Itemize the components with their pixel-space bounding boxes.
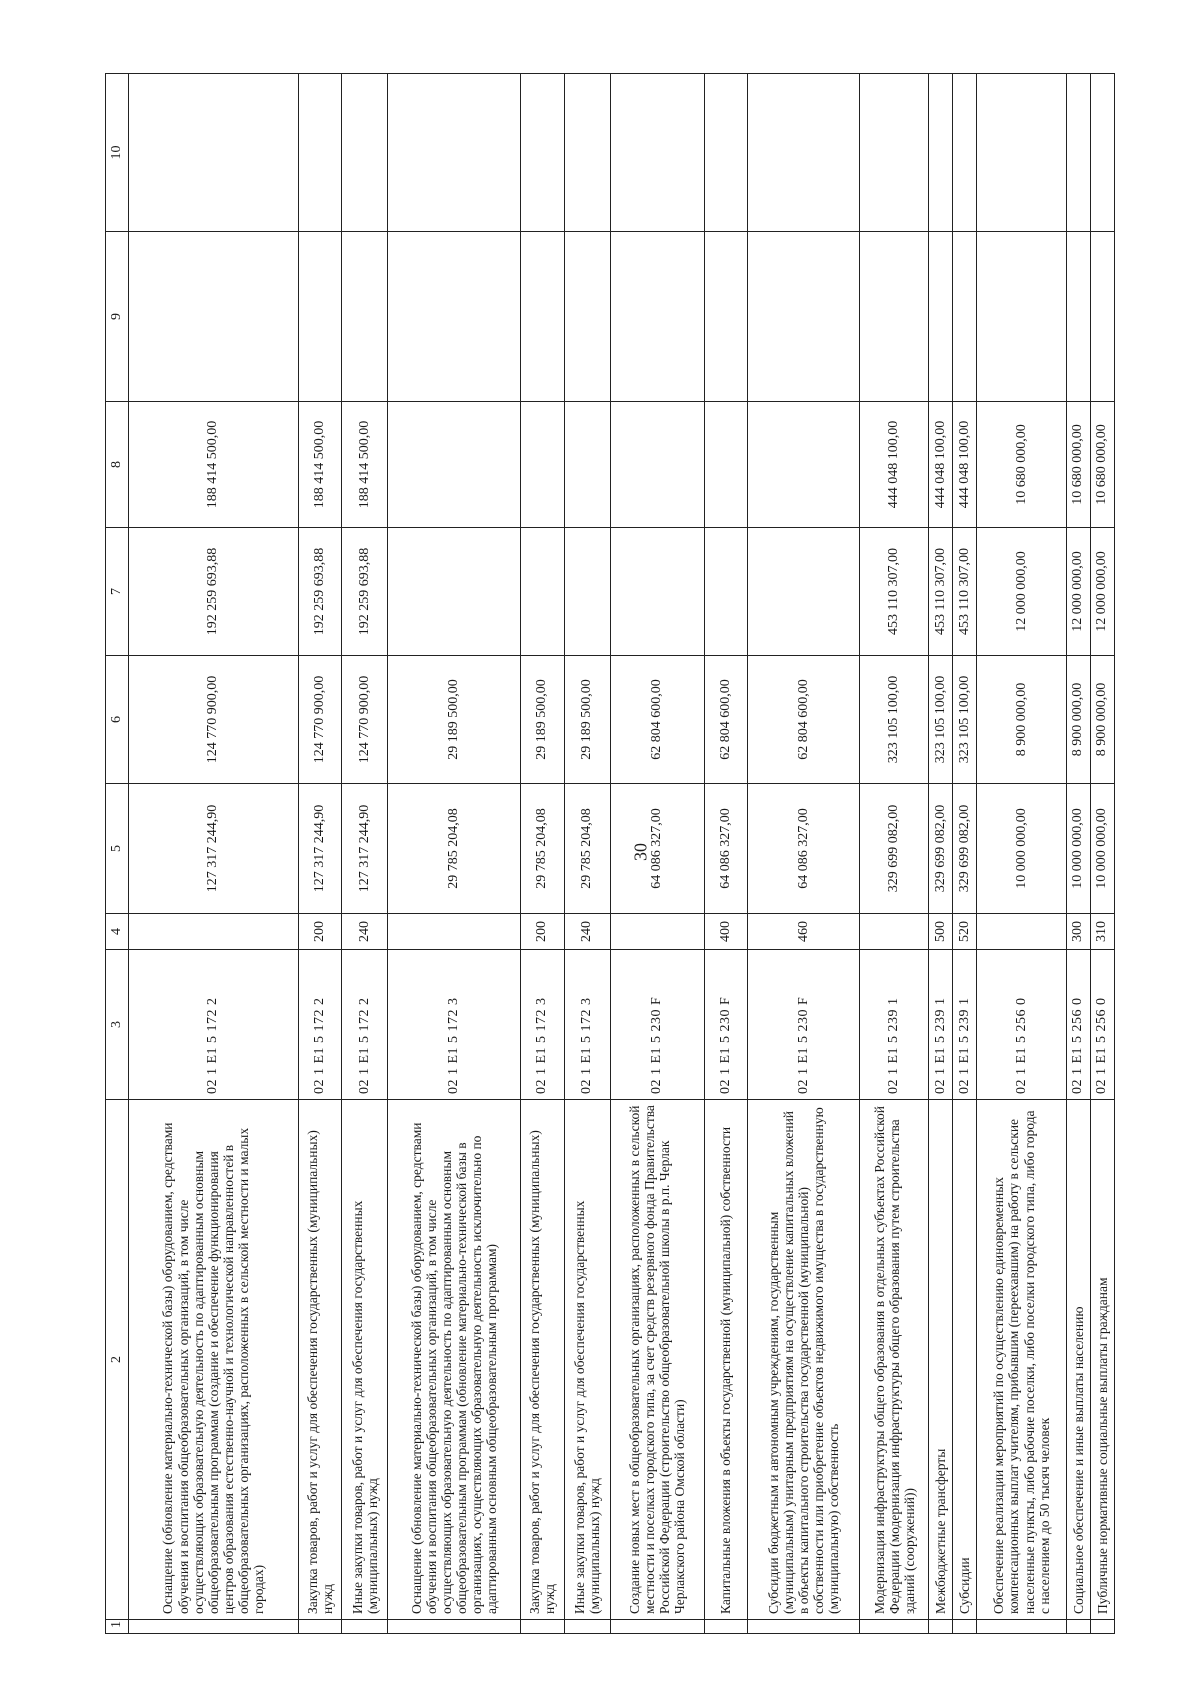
- row-expense-type: 400: [704, 914, 748, 950]
- row-value-5: 10 000 000,00: [977, 784, 1066, 914]
- table-row: [1066, 74, 1090, 1634]
- table-row: [953, 74, 977, 1634]
- col-header-9: 9: [106, 232, 129, 402]
- row-value-10: [298, 74, 342, 232]
- row-value-9: [748, 232, 860, 402]
- row-value-10: [342, 74, 388, 232]
- row-value-10: [1066, 74, 1090, 232]
- row-value-5: 29 785 204,08: [521, 784, 565, 914]
- row-value-6: 29 189 500,00: [564, 656, 610, 784]
- page-number: 30: [630, 843, 651, 861]
- row-name: Оснащение (обновление материально-технической базы) оборудованием, средствами обучения и воспитания общеобразовательных организаций, в том числе осуществляющих образовательную деятельность по адаптированным основным общеобразовательным программам (создание и обеспечение функционирования центров образования естественно-научной и технологической направленностей в общеобразовательных организациях, расположенных в сельской местности и малых городах): [129, 1100, 299, 1620]
- row-value-7: [704, 528, 748, 656]
- row-value-6: 323 105 100,00: [860, 656, 929, 784]
- row-value-7: [564, 528, 610, 656]
- row-value-5: 64 086 327,00: [748, 784, 860, 914]
- row-value-8: 188 414 500,00: [342, 402, 388, 528]
- row-value-10: [129, 74, 299, 232]
- row-name: Социальное обеспечение и иные выплаты населению: [1066, 1100, 1090, 1620]
- row-name: Субсидии бюджетным и автономным учреждениям, государственным (муниципальным) унитарным предприятиям на осуществление капитальных вложений в объекты капитального строительства государственной (муниципальной) собственности или приобретение объектов недвижимого имущества в государственную (муниципальную) собственность: [748, 1100, 860, 1620]
- row-value-8: [748, 402, 860, 528]
- col-header-10: 10: [106, 74, 129, 232]
- row-value-9: [564, 232, 610, 402]
- row-name: Публичные нормативные социальные выплаты гражданам: [1090, 1100, 1114, 1620]
- row-name: Закупка товаров, работ и услуг для обеспечения государственных (муниципальных) нужд: [521, 1100, 565, 1620]
- table-row: [342, 74, 388, 1634]
- row-value-9: [860, 232, 929, 402]
- row-expense-type: 200: [298, 914, 342, 950]
- row-value-6: 8 900 000,00: [977, 656, 1066, 784]
- row-value-6: 62 804 600,00: [610, 656, 704, 784]
- row-code: 02 1 E1 5 239 1: [860, 950, 929, 1100]
- row-value-8: [564, 402, 610, 528]
- row-value-10: [977, 74, 1066, 232]
- row-name: Субсидии: [953, 1100, 977, 1620]
- row-value-9: [298, 232, 342, 402]
- row-value-8: 444 048 100,00: [953, 402, 977, 528]
- row-value-9: [129, 232, 299, 402]
- row-value-5: 10 000 000,00: [1066, 784, 1090, 914]
- row-value-8: 10 680 000,00: [1090, 402, 1114, 528]
- row-value-9: [704, 232, 748, 402]
- row-value-9: [521, 232, 565, 402]
- row-value-6: 124 770 900,00: [298, 656, 342, 784]
- row-expense-type: 240: [564, 914, 610, 950]
- row-code: 02 1 E1 5 239 1: [929, 950, 953, 1100]
- row-name: Создание новых мест в общеобразовательных организациях, расположенных в сельской местности и поселках городского типа, за счет средств резервного фонда Правительства Российской Федерации (строительство общеобразовательной школы в р.п. Черлак Черлакского района Омской области): [610, 1100, 704, 1620]
- row-value-5: 127 317 244,90: [129, 784, 299, 914]
- table-row: [748, 74, 860, 1634]
- row-index-cell: [953, 1620, 977, 1634]
- row-value-8: 10 680 000,00: [977, 402, 1066, 528]
- row-value-10: [521, 74, 565, 232]
- row-index-cell: [129, 1620, 299, 1634]
- row-expense-type: [977, 914, 1066, 950]
- row-value-7: [521, 528, 565, 656]
- row-value-6: 124 770 900,00: [129, 656, 299, 784]
- table-row: [564, 74, 610, 1634]
- row-value-8: [388, 402, 521, 528]
- row-index-cell: [1090, 1620, 1114, 1634]
- row-value-8: 188 414 500,00: [129, 402, 299, 528]
- row-value-6: 8 900 000,00: [1090, 656, 1114, 784]
- column-number-row: [106, 74, 129, 1634]
- row-index-cell: [704, 1620, 748, 1634]
- row-value-7: 192 259 693,88: [129, 528, 299, 656]
- row-code: 02 1 E1 5 172 2: [342, 950, 388, 1100]
- row-value-8: 444 048 100,00: [860, 402, 929, 528]
- row-value-9: [388, 232, 521, 402]
- row-name: Обеспечение реализации мероприятий по осуществлению единовременных компенсационных выплат учителям, прибывшим (переехавшим) на работу в сельские населенные пункты, либо рабочие поселки, либо поселки городского типа, либо города с населением до 50 тысяч человек: [977, 1100, 1066, 1620]
- row-value-7: 12 000 000,00: [977, 528, 1066, 656]
- row-value-8: [521, 402, 565, 528]
- row-index-cell: [977, 1620, 1066, 1634]
- row-expense-type: [610, 914, 704, 950]
- row-value-6: 323 105 100,00: [953, 656, 977, 784]
- row-name: Иные закупки товаров, работ и услуг для обеспечения государственных (муниципальных) нужд: [564, 1100, 610, 1620]
- row-code: 02 1 E1 5 172 3: [388, 950, 521, 1100]
- table-row: [610, 74, 704, 1634]
- row-name: Закупка товаров, работ и услуг для обеспечения государственных (муниципальных) нужд: [298, 1100, 342, 1620]
- row-code: 02 1 E1 5 230 F: [704, 950, 748, 1100]
- row-value-6: 124 770 900,00: [342, 656, 388, 784]
- row-code: 02 1 E1 5 230 F: [610, 950, 704, 1100]
- row-value-5: 329 699 082,00: [929, 784, 953, 914]
- row-index-cell: [748, 1620, 860, 1634]
- row-value-8: 444 048 100,00: [929, 402, 953, 528]
- row-value-9: [610, 232, 704, 402]
- row-value-7: 192 259 693,88: [342, 528, 388, 656]
- row-value-5: 29 785 204,08: [564, 784, 610, 914]
- row-value-9: [953, 232, 977, 402]
- table-row: [929, 74, 953, 1634]
- row-value-7: 453 110 307,00: [860, 528, 929, 656]
- row-expense-type: 200: [521, 914, 565, 950]
- row-value-8: [610, 402, 704, 528]
- row-index-cell: [860, 1620, 929, 1634]
- row-value-6: 29 189 500,00: [521, 656, 565, 784]
- row-value-7: [610, 528, 704, 656]
- row-code: 02 1 E1 5 239 1: [953, 950, 977, 1100]
- row-index-cell: [521, 1620, 565, 1634]
- row-value-7: 453 110 307,00: [929, 528, 953, 656]
- row-expense-type: [860, 914, 929, 950]
- col-header-7: 7: [106, 528, 129, 656]
- row-value-5: 329 699 082,00: [860, 784, 929, 914]
- row-expense-type: 460: [748, 914, 860, 950]
- row-expense-type: 240: [342, 914, 388, 950]
- row-code: 02 1 E1 5 172 3: [564, 950, 610, 1100]
- row-code: 02 1 E1 5 256 0: [1066, 950, 1090, 1100]
- row-code: 02 1 E1 5 172 2: [298, 950, 342, 1100]
- row-value-5: 127 317 244,90: [342, 784, 388, 914]
- row-value-5: 64 086 327,00: [610, 784, 704, 914]
- table-row: [704, 74, 748, 1634]
- row-value-10: [564, 74, 610, 232]
- row-value-8: 10 680 000,00: [1066, 402, 1090, 528]
- row-value-10: [953, 74, 977, 232]
- row-index-cell: [564, 1620, 610, 1634]
- row-value-6: 8 900 000,00: [1066, 656, 1090, 784]
- row-name: Иные закупки товаров, работ и услуг для обеспечения государственных (муниципальных) нужд: [342, 1100, 388, 1620]
- row-value-7: 192 259 693,88: [298, 528, 342, 656]
- row-value-6: 62 804 600,00: [748, 656, 860, 784]
- col-header-6: 6: [106, 656, 129, 784]
- col-header-2: 2: [106, 1100, 129, 1620]
- row-value-9: [929, 232, 953, 402]
- row-code: 02 1 E1 5 256 0: [977, 950, 1066, 1100]
- col-header-8: 8: [106, 402, 129, 528]
- row-code: 02 1 E1 5 172 2: [129, 950, 299, 1100]
- col-header-1: 1: [106, 1620, 129, 1634]
- row-value-7: 12 000 000,00: [1066, 528, 1090, 656]
- row-value-9: [977, 232, 1066, 402]
- table-row: [521, 74, 565, 1634]
- row-expense-type: [129, 914, 299, 950]
- row-name: Капитальные вложения в объекты государственной (муниципальной) собственности: [704, 1100, 748, 1620]
- budget-table-frame: [105, 74, 1115, 1634]
- row-value-10: [929, 74, 953, 232]
- row-value-10: [610, 74, 704, 232]
- row-index-cell: [388, 1620, 521, 1634]
- row-expense-type: 300: [1066, 914, 1090, 950]
- col-header-5: 5: [106, 784, 129, 914]
- row-value-5: 29 785 204,08: [388, 784, 521, 914]
- table-row: [1090, 74, 1114, 1634]
- row-value-7: 12 000 000,00: [1090, 528, 1114, 656]
- row-index-cell: [610, 1620, 704, 1634]
- row-code: 02 1 E1 5 172 3: [521, 950, 565, 1100]
- row-value-7: 453 110 307,00: [953, 528, 977, 656]
- row-value-5: 329 699 082,00: [953, 784, 977, 914]
- row-value-5: 64 086 327,00: [704, 784, 748, 914]
- row-value-7: [748, 528, 860, 656]
- col-header-3: 3: [106, 950, 129, 1100]
- row-index-cell: [1066, 1620, 1090, 1634]
- row-value-9: [1090, 232, 1114, 402]
- row-expense-type: [388, 914, 521, 950]
- row-value-9: [342, 232, 388, 402]
- row-value-6: 62 804 600,00: [704, 656, 748, 784]
- row-index-cell: [929, 1620, 953, 1634]
- row-expense-type: 500: [929, 914, 953, 950]
- row-index-cell: [342, 1620, 388, 1634]
- table-row: [860, 74, 929, 1634]
- row-value-10: [1090, 74, 1114, 232]
- row-value-10: [388, 74, 521, 232]
- row-value-10: [748, 74, 860, 232]
- table-row: [977, 74, 1066, 1634]
- row-index-cell: [298, 1620, 342, 1634]
- row-name: Межбюджетные трансферты: [929, 1100, 953, 1620]
- budget-table: [105, 73, 1115, 1634]
- row-value-5: 10 000 000,00: [1090, 784, 1114, 914]
- table-row: [298, 74, 342, 1634]
- row-code: 02 1 E1 5 256 0: [1090, 950, 1114, 1100]
- row-name: Модернизация инфраструктуры общего образования в отдельных субъектах Российской Федерации (модернизация инфраструктуры общего образования путем строительства зданий (сооружений)): [860, 1100, 929, 1620]
- row-value-6: 323 105 100,00: [929, 656, 953, 784]
- row-value-9: [1066, 232, 1090, 402]
- row-value-10: [860, 74, 929, 232]
- row-value-6: 29 189 500,00: [388, 656, 521, 784]
- row-code: 02 1 E1 5 230 F: [748, 950, 860, 1100]
- row-expense-type: 310: [1090, 914, 1114, 950]
- row-value-10: [704, 74, 748, 232]
- row-value-8: [704, 402, 748, 528]
- table-row: [388, 74, 521, 1634]
- table-row: [129, 74, 299, 1634]
- row-value-7: [388, 528, 521, 656]
- row-value-8: 188 414 500,00: [298, 402, 342, 528]
- row-value-5: 127 317 244,90: [298, 784, 342, 914]
- row-expense-type: 520: [953, 914, 977, 950]
- col-header-4: 4: [106, 914, 129, 950]
- row-name: Оснащение (обновление материально-технической базы) оборудованием, средствами обучения и воспитания общеобразовательных организаций, в том числе осуществляющих образовательную деятельность по адаптированным основным общеобразовательным программам (обновление материально-технической базы в организациях, осуществляющих образовательную деятельность исключительно по адаптированным основным общеобразовательным программам): [388, 1100, 521, 1620]
